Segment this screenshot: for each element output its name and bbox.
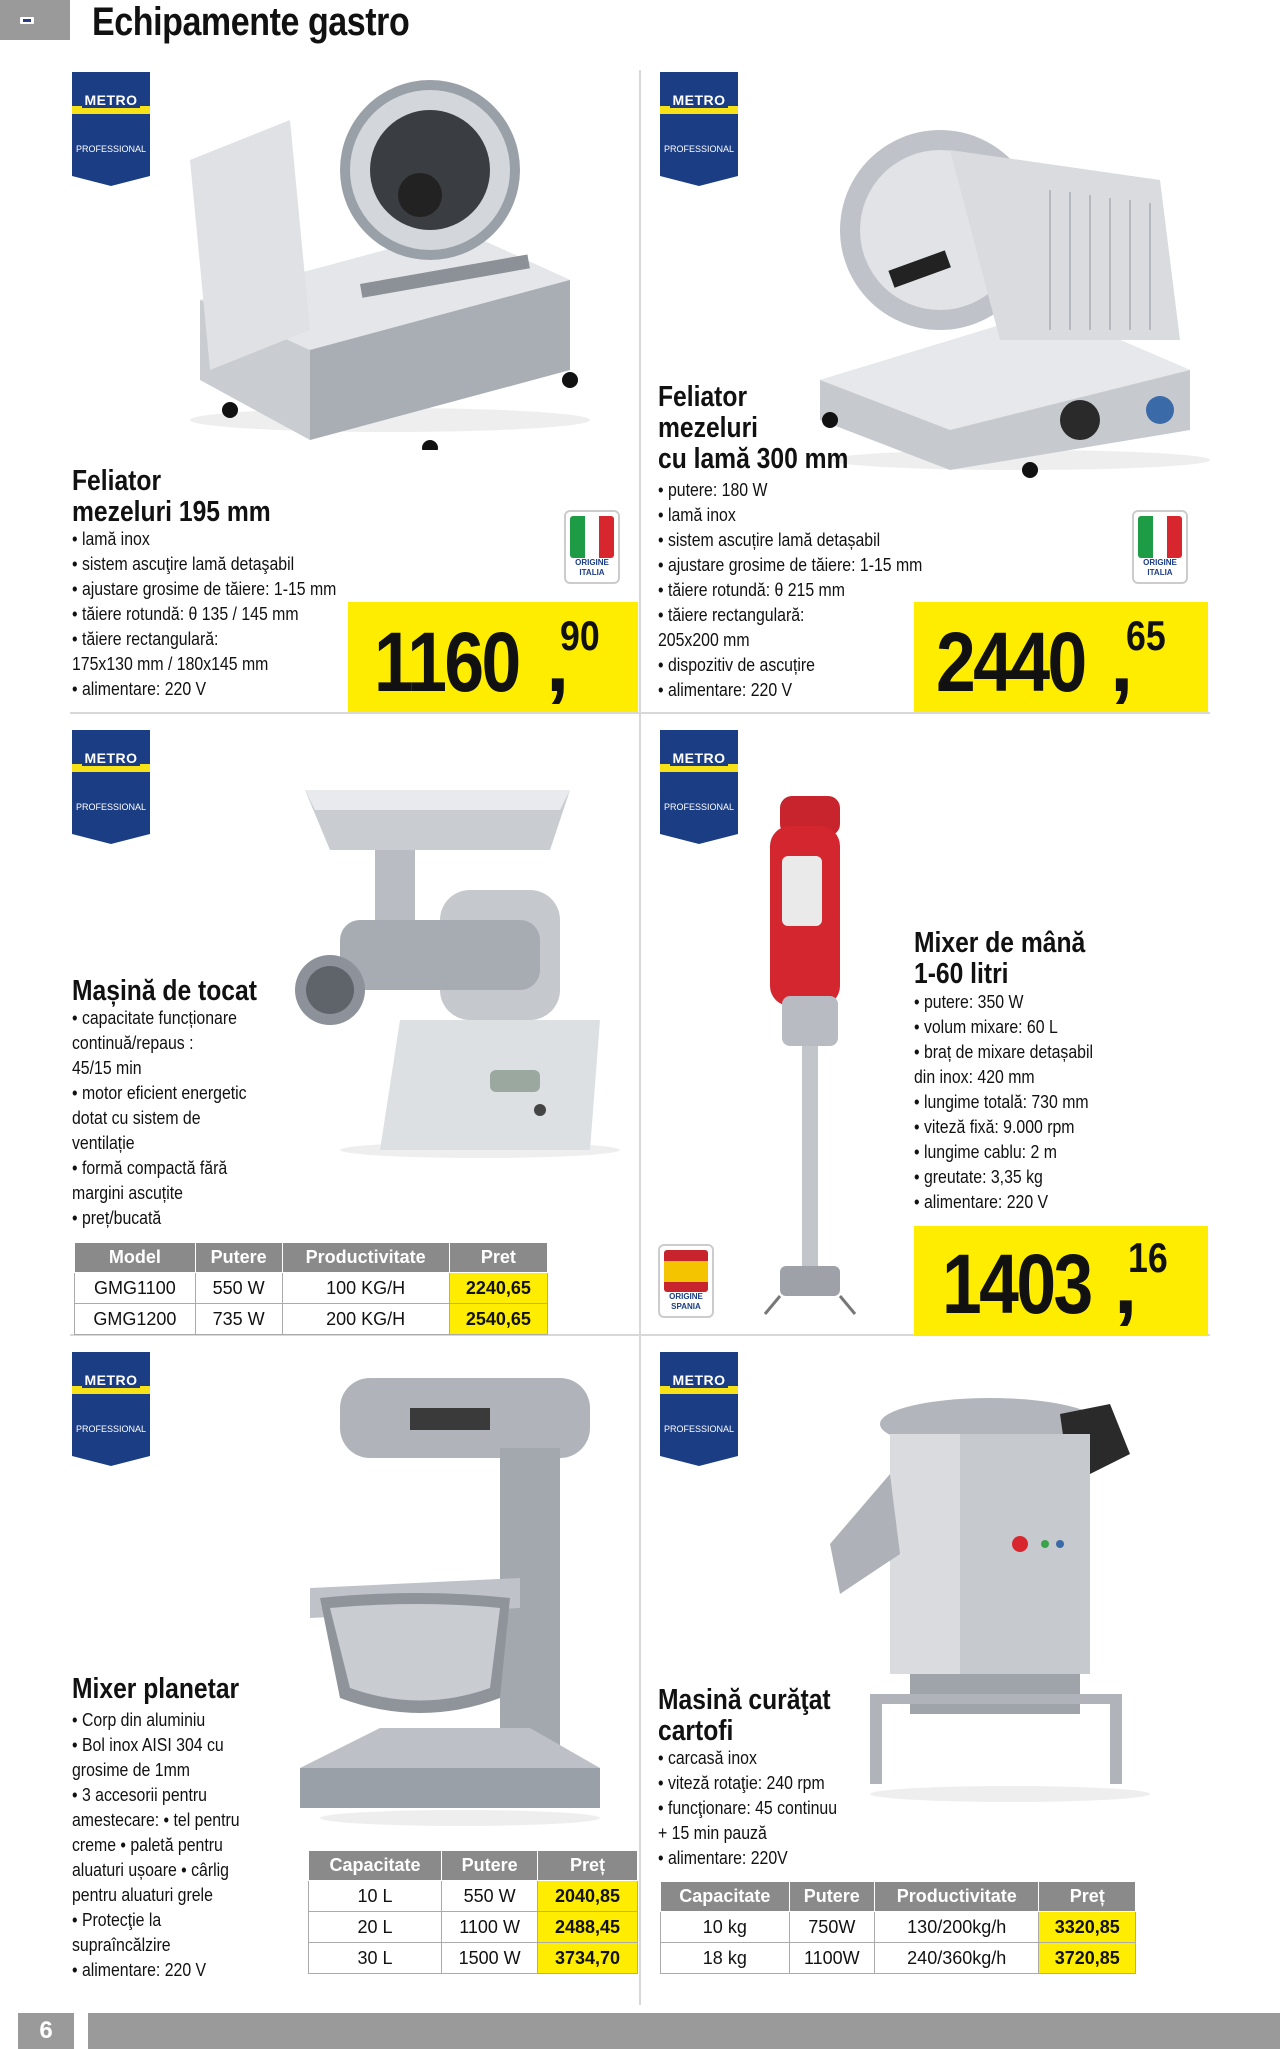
italy-flag-icon bbox=[570, 516, 614, 558]
planetary-mixer-image bbox=[300, 1368, 610, 1828]
page-number: 6 bbox=[18, 2013, 74, 2049]
metro-professional-badge: METRO PROFESSIONAL bbox=[72, 72, 150, 176]
product-title: Masină curăţat cartofi bbox=[658, 1684, 831, 1747]
meat-grinder-image bbox=[290, 780, 620, 1160]
metro-professional-badge: METRO PROFESSIONAL bbox=[72, 730, 150, 834]
table-row: 18 kg 1100W 240/360kg/h 3720,85 bbox=[661, 1943, 1136, 1974]
origin-badge-spain: ORIGINE SPANIA bbox=[658, 1244, 714, 1318]
header-tab bbox=[0, 0, 70, 40]
table-row: GMG1200 735 W 200 KG/H 2540,65 bbox=[75, 1304, 548, 1335]
origin-badge-italy: ORIGINE ITALIA bbox=[564, 510, 620, 584]
metro-professional-badge: METRO PROFESSIONAL bbox=[660, 72, 738, 176]
grid-divider-vertical bbox=[639, 70, 641, 2005]
product-specs: • Corp din aluminiu • Bol inox AISI 304 cu grosime de 1mm • 3 accesorii pentru amestecare: • tel pentru creme • paletă pentru aluaturi ușoare • cârlig pentru aluaturi grele • Protecţie la supraîncălzire • alimentare: 220 V bbox=[72, 1710, 240, 1980]
product-specs: • capacitate funcționare continuă/repaus : 45/15 min • motor eficient energetic dotat cu sistem de ventilație • formă compactă fără margini ascuțite • preț/bucată bbox=[72, 1008, 247, 1228]
product-specs: • putere: 350 W • volum mixare: 60 L • braț de mixare detașabil din inox: 420 mm • lungime totală: 730 mm • viteză fixă: 9.000 rpm • lungime cablu: 2 m • greutate: 3,35 kg • alimentare: 220 V bbox=[914, 992, 1093, 1212]
metro-professional-badge: METRO PROFESSIONAL bbox=[72, 1352, 150, 1456]
metro-professional-badge: METRO PROFESSIONAL bbox=[660, 730, 738, 834]
table-row: 10 L 550 W 2040,85 bbox=[309, 1881, 638, 1912]
table-header-row: Capacitate Putere Preț bbox=[309, 1851, 638, 1881]
product-specs: • carcasă inox • viteză rotaţie: 240 rpm • funcţionare: 45 continuu + 15 min pauză • alimentare: 220V bbox=[658, 1748, 838, 1868]
table-row: 20 L 1100 W 2488,45 bbox=[309, 1912, 638, 1943]
product-title: Feliator mezeluri 195 mm bbox=[72, 465, 271, 528]
meat-slicer-195-image bbox=[170, 80, 610, 450]
hand-mixer-image bbox=[760, 786, 870, 1316]
page-title: Echipamente gastro bbox=[92, 0, 410, 44]
price-tag: 1160 , 90 bbox=[348, 602, 638, 712]
table-row: GMG1100 550 W 100 KG/H 2240,65 bbox=[75, 1273, 548, 1304]
table-row: 10 kg 750W 130/200kg/h 3320,85 bbox=[661, 1912, 1136, 1943]
product-specs: • lamă inox • sistem ascuţire lamă detaşabil • ajustare grosime de tăiere: 1-15 mm • tăiere rotundă: θ 135 / 145 mm • tăiere rectangulară: 175x130 mm / 180x145 mm • alimentare: 220 V bbox=[72, 529, 337, 699]
product-specs: • putere: 180 W • lamă inox • sistem ascuțire lamă detașabil • ajustare grosime de tăiere: 1-15 mm • tăiere rotundă: θ 215 mm • tăiere rectangulară: 205x200 mm • dispozitiv de ascuțire • alimentare: 220 V bbox=[658, 480, 923, 700]
product-title: Feliator mezeluri cu lamă 300 mm bbox=[658, 381, 849, 475]
price-table bbox=[660, 1881, 1136, 1974]
table-header-row: Capacitate Putere Productivitate Preț bbox=[661, 1882, 1136, 1912]
origin-badge-italy: ORIGINE ITALIA bbox=[1132, 510, 1188, 584]
italy-flag-icon bbox=[1138, 516, 1182, 558]
price-tag: 1403 , 16 bbox=[914, 1226, 1208, 1336]
spain-flag-icon bbox=[664, 1250, 708, 1292]
price-tag: 2440 , 65 bbox=[914, 602, 1208, 712]
table-row: 30 L 1500 W 3734,70 bbox=[309, 1943, 638, 1974]
meat-slicer-300-image bbox=[800, 120, 1220, 480]
product-title: Mixer de mână 1-60 litri bbox=[914, 927, 1086, 990]
product-title: Mașină de tocat bbox=[72, 975, 257, 1007]
price-table bbox=[74, 1242, 548, 1335]
product-title: Mixer planetar bbox=[72, 1673, 240, 1705]
potato-peeler-image bbox=[830, 1394, 1160, 1804]
grid-divider-horizontal bbox=[70, 712, 1210, 714]
page-header bbox=[0, 0, 1280, 46]
flag-icon bbox=[20, 17, 34, 24]
table-header-row: Model Putere Productivitate Pret bbox=[75, 1243, 548, 1273]
footer-bar bbox=[88, 2013, 1280, 2049]
metro-professional-badge: METRO PROFESSIONAL bbox=[660, 1352, 738, 1456]
price-table bbox=[308, 1850, 638, 1974]
